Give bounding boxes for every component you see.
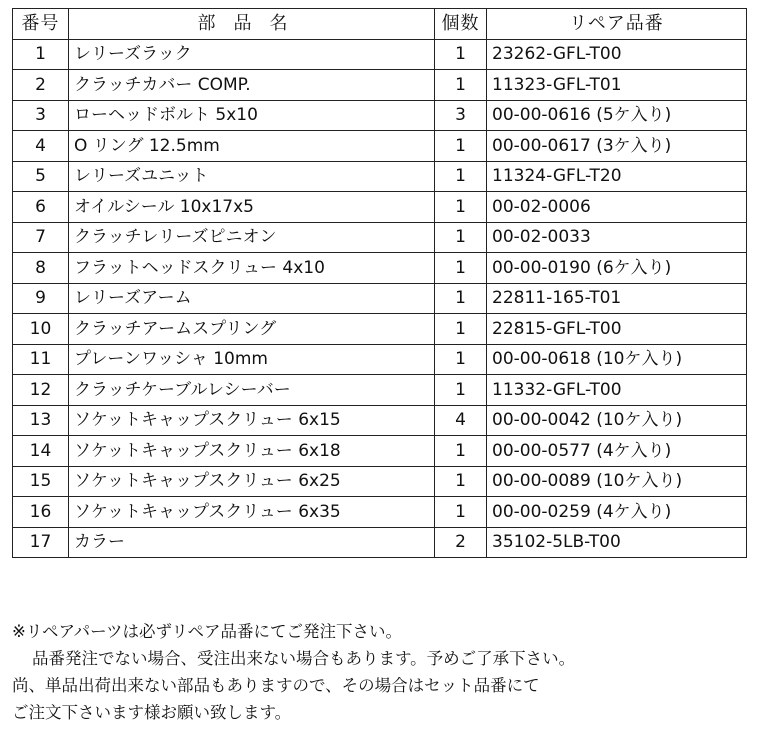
cell-no: 7 bbox=[13, 222, 69, 253]
cell-name: ソケットキャップスクリュー 6x35 bbox=[69, 497, 435, 528]
cell-no: 2 bbox=[13, 70, 69, 101]
header-name: 部品名 bbox=[69, 9, 435, 40]
cell-qty: 1 bbox=[435, 497, 487, 528]
cell-name: フラットヘッドスクリュー 4x10 bbox=[69, 253, 435, 284]
cell-qty: 1 bbox=[435, 70, 487, 101]
cell-no: 11 bbox=[13, 344, 69, 375]
cell-qty: 1 bbox=[435, 375, 487, 406]
cell-code: 00-00-0617 (3ケ入り) bbox=[487, 131, 747, 162]
cell-qty: 1 bbox=[435, 253, 487, 284]
cell-code: 22815-GFL-T00 bbox=[487, 314, 747, 345]
cell-name: クラッチアームスプリング bbox=[69, 314, 435, 345]
cell-code: 22811-165-T01 bbox=[487, 283, 747, 314]
cell-name: カラー bbox=[69, 527, 435, 558]
cell-qty: 1 bbox=[435, 161, 487, 192]
cell-code: 11324-GFL-T20 bbox=[487, 161, 747, 192]
cell-no: 10 bbox=[13, 314, 69, 345]
cell-name: プレーンワッシャ 10mm bbox=[69, 344, 435, 375]
cell-code: 00-00-0259 (4ケ入り) bbox=[487, 497, 747, 528]
cell-name: ローヘッドボルト 5x10 bbox=[69, 100, 435, 131]
parts-table bbox=[12, 8, 747, 558]
table-row bbox=[13, 314, 747, 345]
cell-code: 00-00-0618 (10ケ入り) bbox=[487, 344, 747, 375]
cell-name: ソケットキャップスクリュー 6x15 bbox=[69, 405, 435, 436]
cell-no: 14 bbox=[13, 436, 69, 467]
cell-name: レリーズラック bbox=[69, 39, 435, 70]
cell-no: 6 bbox=[13, 192, 69, 223]
cell-code: 00-00-0616 (5ケ入り) bbox=[487, 100, 747, 131]
table-row bbox=[13, 192, 747, 223]
cell-no: 16 bbox=[13, 497, 69, 528]
table-row bbox=[13, 39, 747, 70]
table-row bbox=[13, 466, 747, 497]
cell-qty: 4 bbox=[435, 405, 487, 436]
cell-code: 35102-5LB-T00 bbox=[487, 527, 747, 558]
table-row bbox=[13, 253, 747, 284]
cell-no: 8 bbox=[13, 253, 69, 284]
cell-code: 00-00-0089 (10ケ入り) bbox=[487, 466, 747, 497]
cell-qty: 1 bbox=[435, 222, 487, 253]
cell-qty: 1 bbox=[435, 283, 487, 314]
cell-code: 11332-GFL-T00 bbox=[487, 375, 747, 406]
cell-qty: 1 bbox=[435, 39, 487, 70]
header-code: リペア品番 bbox=[487, 9, 747, 40]
cell-no: 15 bbox=[13, 466, 69, 497]
note-line-3: 尚、単品出荷出来ない部品もありますので、その場合はセット品番にて bbox=[12, 676, 540, 695]
cell-code: 00-00-0042 (10ケ入り) bbox=[487, 405, 747, 436]
header-qty: 個数 bbox=[435, 9, 487, 40]
cell-qty: 3 bbox=[435, 100, 487, 131]
table-row bbox=[13, 436, 747, 467]
cell-name: レリーズアーム bbox=[69, 283, 435, 314]
table-row bbox=[13, 161, 747, 192]
table-row bbox=[13, 283, 747, 314]
cell-code: 00-02-0006 bbox=[487, 192, 747, 223]
table-header-row bbox=[13, 9, 747, 40]
cell-no: 1 bbox=[13, 39, 69, 70]
cell-name: クラッチケーブルレシーバー bbox=[69, 375, 435, 406]
cell-no: 17 bbox=[13, 527, 69, 558]
cell-name: クラッチレリーズピニオン bbox=[69, 222, 435, 253]
cell-qty: 1 bbox=[435, 314, 487, 345]
table-row bbox=[13, 344, 747, 375]
cell-name: ソケットキャップスクリュー 6x18 bbox=[69, 436, 435, 467]
cell-code: 00-02-0033 bbox=[487, 222, 747, 253]
cell-name: オイルシール 10x17x5 bbox=[69, 192, 435, 223]
cell-name: レリーズユニット bbox=[69, 161, 435, 192]
cell-code: 00-00-0577 (4ケ入り) bbox=[487, 436, 747, 467]
table-row bbox=[13, 70, 747, 101]
table-row bbox=[13, 100, 747, 131]
cell-qty: 1 bbox=[435, 131, 487, 162]
header-no: 番号 bbox=[13, 9, 69, 40]
note-line-2: 品番発注でない場合、受注出来ない場合もあります。予めご了承下さい。 bbox=[32, 649, 576, 668]
table-row bbox=[13, 375, 747, 406]
cell-qty: 1 bbox=[435, 436, 487, 467]
note-line-4: ご注文下さいます様お願い致します。 bbox=[12, 703, 292, 722]
table-row bbox=[13, 131, 747, 162]
cell-code: 23262-GFL-T00 bbox=[487, 39, 747, 70]
table-row bbox=[13, 405, 747, 436]
cell-name: クラッチカバー COMP. bbox=[69, 70, 435, 101]
cell-no: 4 bbox=[13, 131, 69, 162]
cell-no: 3 bbox=[13, 100, 69, 131]
table-row bbox=[13, 527, 747, 558]
cell-qty: 1 bbox=[435, 192, 487, 223]
cell-name: ソケットキャップスクリュー 6x25 bbox=[69, 466, 435, 497]
cell-no: 12 bbox=[13, 375, 69, 406]
cell-no: 9 bbox=[13, 283, 69, 314]
table-body bbox=[13, 39, 747, 558]
cell-qty: 2 bbox=[435, 527, 487, 558]
cell-no: 13 bbox=[13, 405, 69, 436]
cell-qty: 1 bbox=[435, 344, 487, 375]
note-line-1: ※リペアパーツは必ずリペア品番にてご発注下さい。 bbox=[12, 622, 403, 641]
cell-code: 11323-GFL-T01 bbox=[487, 70, 747, 101]
cell-no: 5 bbox=[13, 161, 69, 192]
table-row bbox=[13, 497, 747, 528]
cell-name: O リング 12.5mm bbox=[69, 131, 435, 162]
table-row bbox=[13, 222, 747, 253]
note-text bbox=[12, 618, 752, 726]
cell-code: 00-00-0190 (6ケ入り) bbox=[487, 253, 747, 284]
cell-qty: 1 bbox=[435, 466, 487, 497]
